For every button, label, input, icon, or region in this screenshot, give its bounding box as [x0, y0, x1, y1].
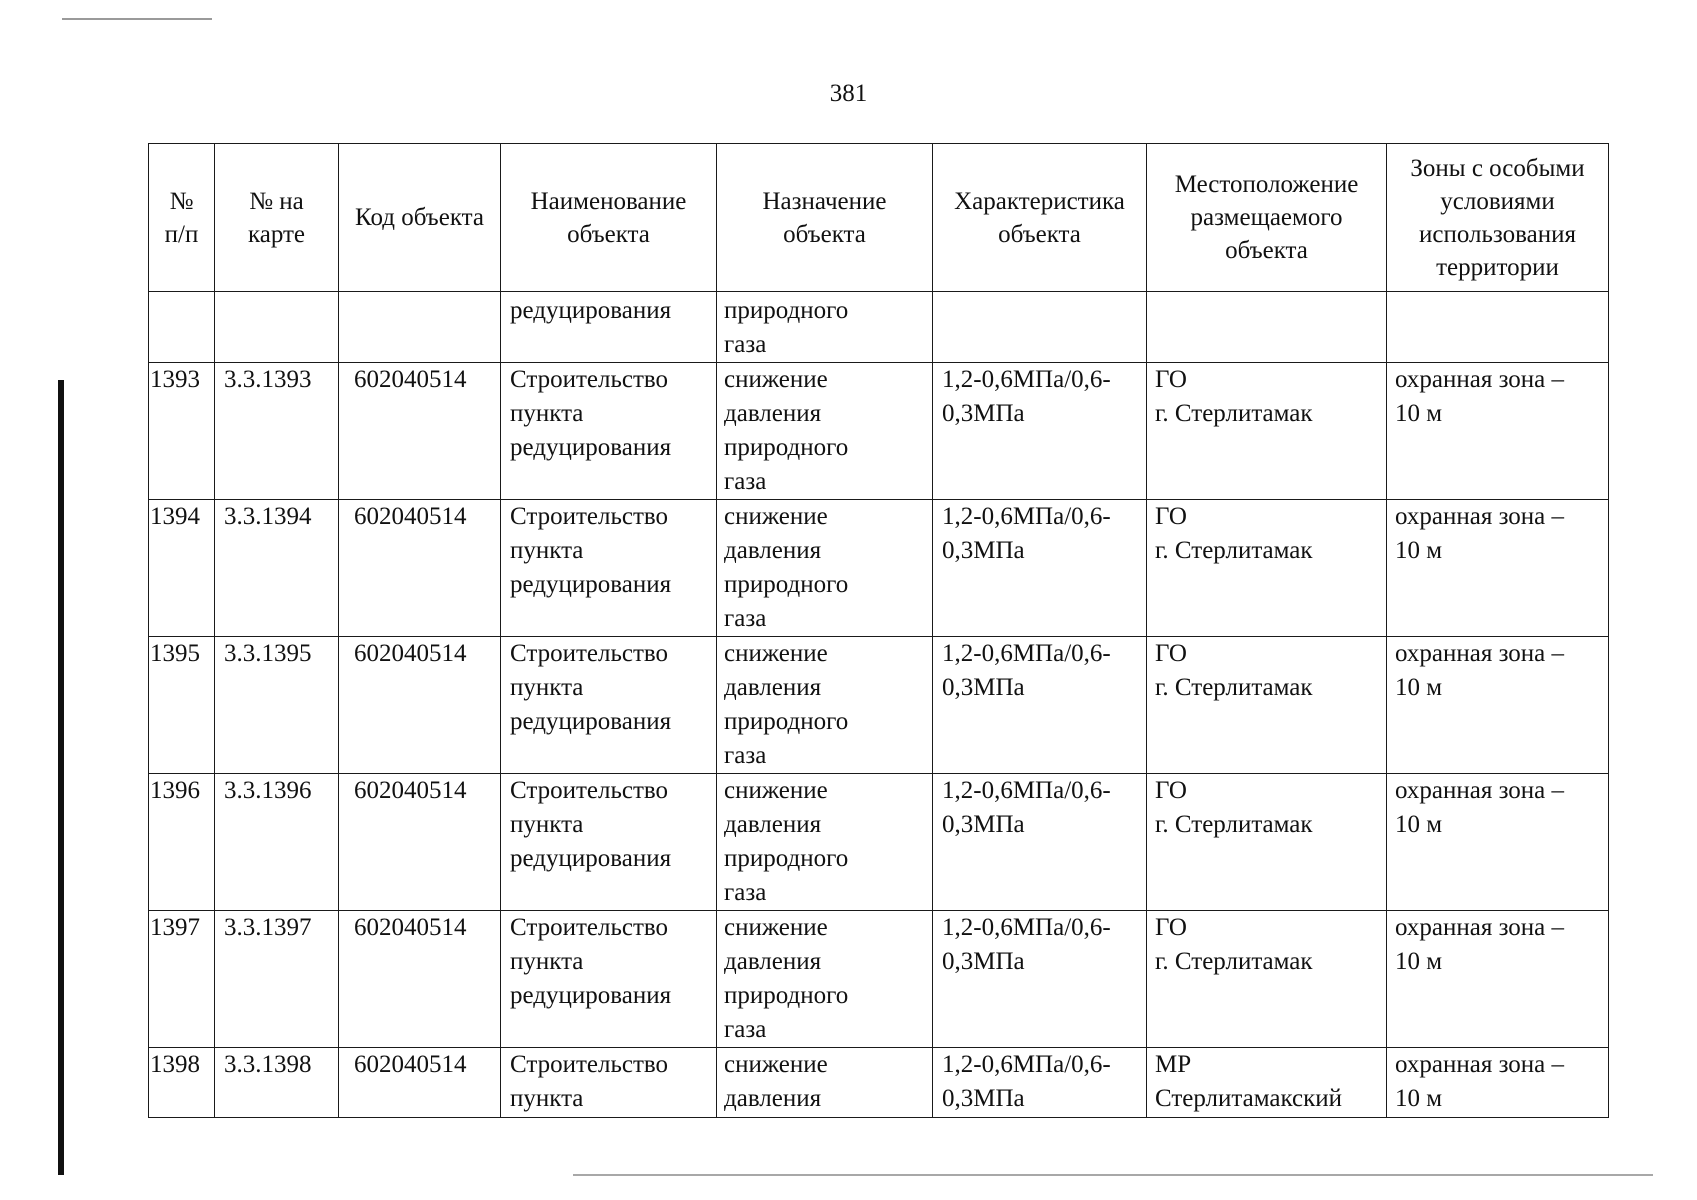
- scan-artifact-bottom-line: [573, 1174, 1653, 1176]
- table-body: [149, 292, 1609, 1118]
- cell-location: ГО г. Стерлитамак: [1147, 911, 1387, 1048]
- cell-code: [339, 292, 501, 363]
- cell-zones: охранная зона – 10 м: [1387, 500, 1609, 637]
- table-row: [149, 774, 1609, 911]
- cell-num: 1393: [149, 363, 215, 500]
- cell-purpose: природного газа: [717, 292, 933, 363]
- cell-purpose: снижение давления природного газа: [717, 911, 933, 1048]
- cell-map-num: 3.3.1395: [215, 637, 339, 774]
- cell-name: Строительство пункта: [501, 1048, 717, 1118]
- header-code: Код объекта: [339, 144, 501, 292]
- cell-characteristics: 1,2-0,6МПа/0,6- 0,3МПа: [933, 1048, 1147, 1118]
- cell-name: Строительство пункта редуцирования: [501, 500, 717, 637]
- header-purpose: Назначение объекта: [717, 144, 933, 292]
- cell-code: 602040514: [339, 1048, 501, 1118]
- page-number: 381: [829, 80, 868, 107]
- header-zones: Зоны с особыми условиями использования территории: [1387, 144, 1609, 292]
- table-row: [149, 911, 1609, 1048]
- header-map-num: № на карте: [215, 144, 339, 292]
- cell-characteristics: 1,2-0,6МПа/0,6- 0,3МПа: [933, 774, 1147, 911]
- cell-purpose: снижение давления: [717, 1048, 933, 1118]
- cell-characteristics: 1,2-0,6МПа/0,6- 0,3МПа: [933, 637, 1147, 774]
- cell-name: Строительство пункта редуцирования: [501, 363, 717, 500]
- cell-name: Строительство пункта редуцирования: [501, 911, 717, 1048]
- table-row: [149, 637, 1609, 774]
- cell-name: Строительство пункта редуцирования: [501, 774, 717, 911]
- table-row: [149, 1048, 1609, 1118]
- cell-num: 1394: [149, 500, 215, 637]
- cell-code: 602040514: [339, 637, 501, 774]
- cell-location: [1147, 292, 1387, 363]
- cell-characteristics: 1,2-0,6МПа/0,6- 0,3МПа: [933, 363, 1147, 500]
- cell-code: 602040514: [339, 774, 501, 911]
- cell-characteristics: 1,2-0,6МПа/0,6- 0,3МПа: [933, 911, 1147, 1048]
- header-name: Наименование объекта: [501, 144, 717, 292]
- cell-zones: охранная зона – 10 м: [1387, 911, 1609, 1048]
- cell-num: [149, 292, 215, 363]
- cell-map-num: 3.3.1394: [215, 500, 339, 637]
- cell-code: 602040514: [339, 363, 501, 500]
- cell-num: 1397: [149, 911, 215, 1048]
- cell-purpose: снижение давления природного газа: [717, 363, 933, 500]
- cell-characteristics: [933, 292, 1147, 363]
- scan-artifact-top-line: [62, 18, 212, 20]
- cell-zones: охранная зона – 10 м: [1387, 774, 1609, 911]
- cell-map-num: 3.3.1396: [215, 774, 339, 911]
- cell-zones: охранная зона – 10 м: [1387, 637, 1609, 774]
- cell-zones: охранная зона – 10 м: [1387, 1048, 1609, 1118]
- table-row-continuation: [149, 292, 1609, 363]
- cell-location: ГО г. Стерлитамак: [1147, 774, 1387, 911]
- table-row: [149, 363, 1609, 500]
- cell-purpose: снижение давления природного газа: [717, 637, 933, 774]
- cell-code: 602040514: [339, 911, 501, 1048]
- cell-purpose: снижение давления природного газа: [717, 774, 933, 911]
- cell-zones: охранная зона – 10 м: [1387, 363, 1609, 500]
- table-header-row: [149, 144, 1609, 292]
- cell-map-num: 3.3.1398: [215, 1048, 339, 1118]
- cell-num: 1396: [149, 774, 215, 911]
- header-location: Местоположение размещаемого объекта: [1147, 144, 1387, 292]
- cell-purpose: снижение давления природного газа: [717, 500, 933, 637]
- cell-code: 602040514: [339, 500, 501, 637]
- cell-characteristics: 1,2-0,6МПа/0,6- 0,3МПа: [933, 500, 1147, 637]
- cell-location: МР Стерлитамакский: [1147, 1048, 1387, 1118]
- cell-name: редуцирования: [501, 292, 717, 363]
- cell-location: ГО г. Стерлитамак: [1147, 500, 1387, 637]
- cell-map-num: 3.3.1393: [215, 363, 339, 500]
- cell-num: 1398: [149, 1048, 215, 1118]
- cell-zones: [1387, 292, 1609, 363]
- cell-map-num: [215, 292, 339, 363]
- scan-artifact-left-bar: [58, 380, 64, 1175]
- objects-table: [148, 143, 1609, 1118]
- header-characteristics: Характеристика объекта: [933, 144, 1147, 292]
- cell-num: 1395: [149, 637, 215, 774]
- table-row: [149, 500, 1609, 637]
- cell-name: Строительство пункта редуцирования: [501, 637, 717, 774]
- header-num: № п/п: [149, 144, 215, 292]
- cell-map-num: 3.3.1397: [215, 911, 339, 1048]
- cell-location: ГО г. Стерлитамак: [1147, 637, 1387, 774]
- cell-location: ГО г. Стерлитамак: [1147, 363, 1387, 500]
